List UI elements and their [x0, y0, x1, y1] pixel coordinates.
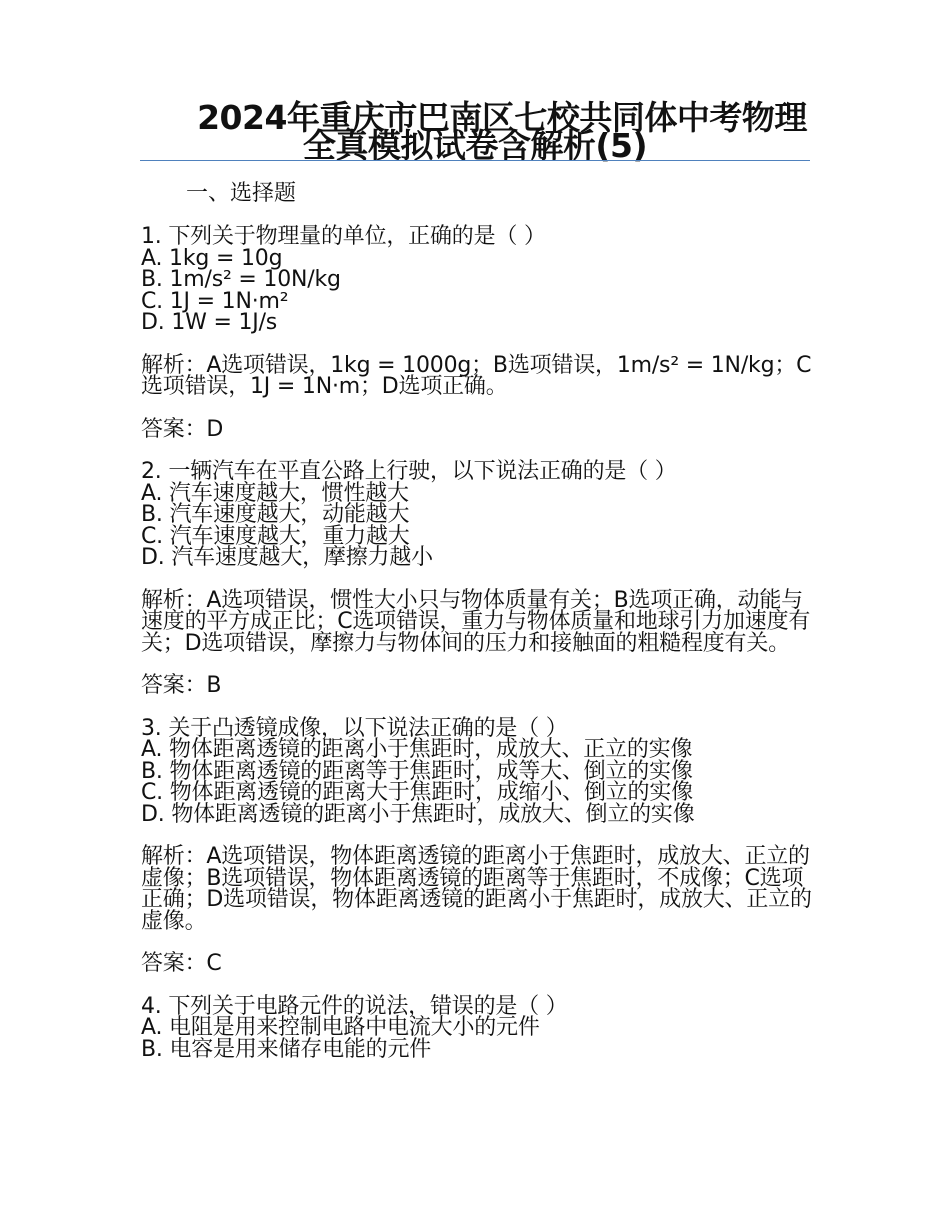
- option-b: B. 物体距离透镜的距离等于焦距时，成等大、倒立的实像: [141, 758, 693, 784]
- option-b: B. 电容是用来储存电能的元件: [141, 1036, 432, 1062]
- question-4: [141, 993, 813, 1062]
- analysis-text: 解析：A选项错误，物体距离透镜的距离小于焦距时，成放大、正立的虚像；B选项错误，物体距离透镜的距离等于焦距时，不成像；C选项正确；D选项错误，物体距离透镜的距离小于焦距时，成放大、正立的虚像。: [141, 844, 812, 934]
- answer-1: [141, 416, 813, 442]
- question-1: [141, 226, 813, 334]
- option-b: B. 1m/s² = 10N/kg: [141, 267, 341, 292]
- document-body: [141, 226, 813, 1081]
- question-stem: 4. 下列关于电路元件的说法，错误的是（ ）: [141, 993, 568, 1019]
- question-3: [141, 715, 813, 827]
- question-stem: 1. 下列关于物理量的单位，正确的是（ ）: [141, 224, 546, 249]
- analysis-text: 解析：A选项错误，1kg = 1000g；B选项错误，1m/s² = 1N/kg；C选项错误，1J = 1N·m；D选项正确。: [141, 352, 812, 399]
- question-2: [141, 461, 813, 569]
- answer-text: 答案：D: [141, 416, 224, 442]
- analysis-1: [141, 352, 813, 399]
- title-underline: [140, 160, 810, 161]
- option-a: A. 物体距离透镜的距离小于焦距时，成放大、正立的实像: [141, 737, 693, 762]
- document-title: 2024年重庆市巴南区七校共同体中考物理全真模拟试卷含解析(5): [197, 98, 807, 165]
- section-heading: 一、选择题: [186, 181, 297, 206]
- option-c: C. 汽车速度越大，重力越大: [141, 523, 410, 549]
- answer-2: [141, 675, 813, 697]
- option-d: D. 汽车速度越大，摩擦力越小: [141, 545, 433, 570]
- option-c: C. 物体距离透镜的距离大于焦距时，成缩小、倒立的实像: [141, 780, 693, 805]
- option-d: D. 物体距离透镜的距离小于焦距时，成放大、倒立的实像: [141, 801, 695, 827]
- analysis-3: [141, 846, 813, 932]
- answer-3: [141, 953, 813, 975]
- answer-text: 答案：B: [141, 673, 222, 698]
- option-d: D. 1W = 1J/s: [141, 310, 278, 335]
- option-b: B. 汽车速度越大，动能越大: [141, 502, 410, 527]
- option-a: A. 汽车速度越大，惯性越大: [141, 480, 409, 506]
- answer-text: 答案：C: [141, 951, 222, 976]
- option-a: A. 1kg = 10g: [141, 245, 283, 271]
- option-a: A. 电阻是用来控制电路中电流大小的元件: [141, 1015, 540, 1040]
- question-stem: 3. 关于凸透镜成像，以下说法正确的是（ ）: [141, 715, 568, 741]
- analysis-2: [141, 587, 813, 656]
- option-c: C. 1J = 1N·m²: [141, 288, 289, 314]
- question-stem: 2. 一辆汽车在平直公路上行驶，以下说法正确的是（ ）: [141, 459, 677, 484]
- analysis-text: 解析：A选项错误，惯性大小只与物体质量有关；B选项正确，动能与速度的平方成正比；C选项错误，重力与物体质量和地球引力加速度有关；D选项错误，摩擦力与物体间的压力和接触面的粗糙程度有关。: [141, 587, 811, 656]
